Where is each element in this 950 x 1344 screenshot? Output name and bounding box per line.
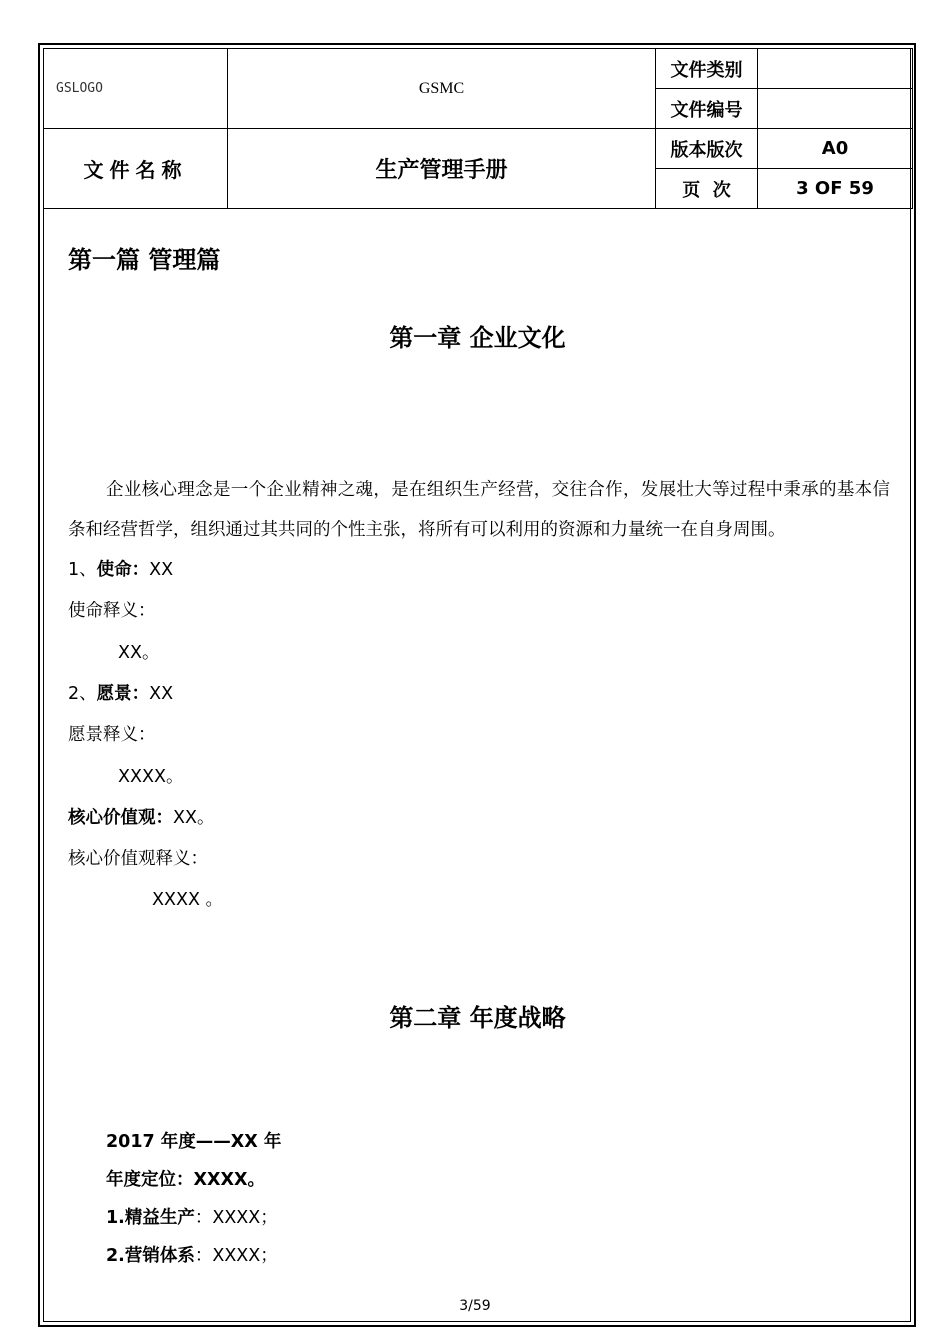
values-explain-label: 核心价值观释义：: [68, 849, 208, 869]
strategy-item-2-value: ：XXXX；: [194, 1246, 278, 1266]
vision-value: XX: [149, 684, 174, 704]
intro-paragraph: 企业核心理念是一个企业精神之魂，是在组织生产经营，交往合作，发展壮大等过程中秉承的基本信条和经营哲学，组织通过其共同的个性主张，将所有可以利用的资源和力量统一在自身周围。: [68, 480, 890, 540]
company-name: GSMC: [228, 49, 656, 129]
year-positioning: 年度定位：XXXX。: [106, 1170, 265, 1190]
mission-value: XX: [149, 560, 174, 580]
mission-explain-value: XX。: [118, 643, 160, 663]
mission-label: 使命：: [96, 560, 150, 580]
mission-explain-label: 使命释义：: [68, 601, 156, 621]
file-name-label: 文件名称: [44, 129, 228, 209]
document-title: 生产管理手册: [228, 129, 656, 209]
file-number-label: 文件编号: [656, 89, 758, 129]
strategy-item-2-label: 2.营销体系: [106, 1246, 195, 1266]
strategy-item-1-label: 1.精益生产: [106, 1208, 195, 1228]
strategy-item-1-value: ：XXXX；: [194, 1208, 278, 1228]
logo-cell: GSLOGO: [44, 49, 228, 129]
year-line: 2017 年度——XX 年: [106, 1132, 282, 1152]
version-label: 版本版次: [656, 129, 758, 169]
values-value: XX。: [173, 808, 215, 828]
mission-line: [68, 556, 173, 581]
page-label: 页 次: [656, 169, 758, 209]
page-value: 3 OF 59: [758, 169, 913, 209]
values-label: 核心价值观：: [68, 808, 173, 828]
part-title: 第一篇 管理篇: [68, 246, 221, 274]
vision-prefix: 2、: [68, 684, 97, 704]
mission-prefix: 1、: [68, 560, 97, 580]
strategy-item-1: [106, 1204, 278, 1229]
values-explain-value: XXXX 。: [152, 890, 224, 910]
vision-line: [68, 680, 173, 705]
page-footer-number: 3/59: [459, 1298, 491, 1314]
vision-label: 愿景：: [96, 684, 150, 704]
strategy-item-2: [106, 1242, 278, 1267]
document-header-table: [43, 48, 913, 209]
chapter2-title: 第二章 年度战略: [389, 1004, 566, 1032]
version-value: A0: [758, 129, 913, 169]
vision-explain-value: XXXX。: [118, 767, 184, 787]
chapter1-title: 第一章 企业文化: [389, 324, 566, 352]
vision-explain-label: 愿景释义：: [68, 725, 156, 745]
values-line: [68, 804, 214, 829]
file-category-value: [758, 49, 913, 89]
file-category-label: 文件类别: [656, 49, 758, 89]
file-number-value: [758, 89, 913, 129]
